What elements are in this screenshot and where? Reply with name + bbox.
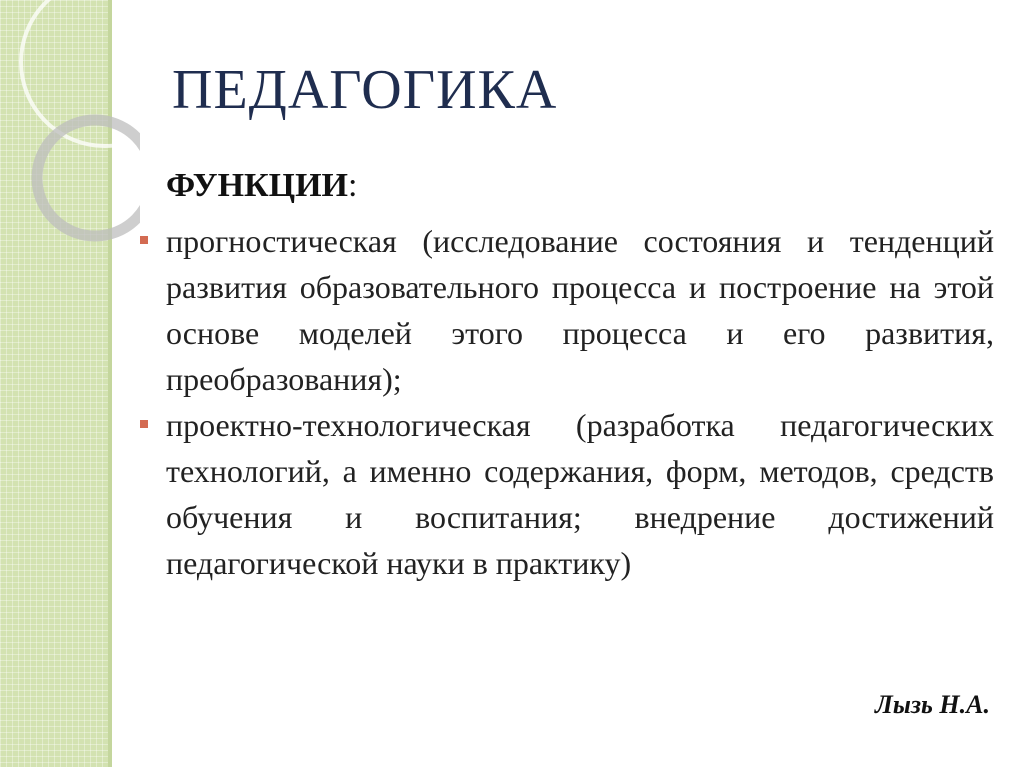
square-bullet-icon — [140, 236, 148, 244]
decorative-side-band — [0, 0, 108, 767]
bullet-text: проектно-технологическая (разработка педагогических технологий, а именно содержания, форм, методов, средств обучения и воспитания; внедрение достижений педагогической науки в практику) — [166, 407, 994, 581]
slide-title: ПЕДАГОГИКА — [172, 59, 558, 121]
subtitle-colon: : — [348, 167, 358, 204]
bullet-list — [136, 218, 994, 586]
author-credit: Лызь Н.А. — [875, 690, 990, 719]
subtitle-label: ФУНКЦИИ — [166, 167, 349, 204]
square-bullet-icon — [140, 420, 148, 428]
bullet-item-design-technology — [136, 402, 994, 586]
bullet-item-prognostic — [136, 218, 994, 402]
slide-subtitle — [166, 167, 357, 205]
bullet-text: прогностическая (исследование состояния и тенденций развития образовательного процесса и построение на этой основе моделей этого процесса и его развития, преобразования); — [166, 223, 994, 397]
side-band-edge — [108, 0, 112, 767]
